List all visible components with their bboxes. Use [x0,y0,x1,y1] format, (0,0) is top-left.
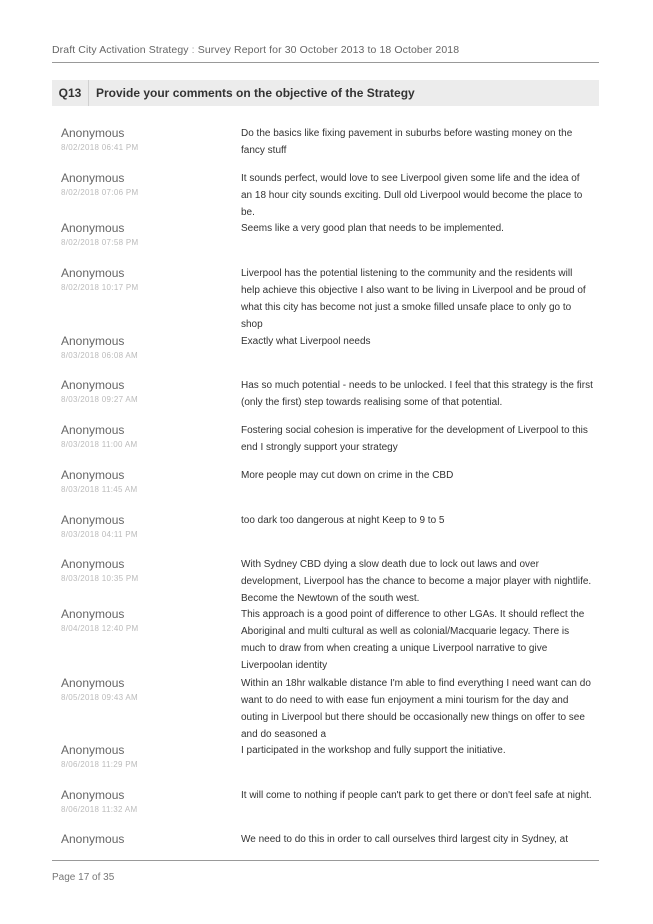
response-timestamp: 8/02/2018 07:58 PM [61,238,139,247]
report-subtitle: Survey Report for 30 October 2013 to 18 October 2018 [197,44,460,56]
respondent-name: Anonymous [61,334,125,348]
respondent-name: Anonymous [61,266,125,280]
report-title: Draft City Activation Strategy [52,44,189,56]
response-timestamp: 8/06/2018 11:32 AM [61,805,138,814]
page-number: Page 17 of 35 [52,872,115,883]
response-timestamp: 8/03/2018 10:35 PM [61,574,139,583]
respondent-name: Anonymous [61,378,125,392]
respondent-name: Anonymous [61,468,125,482]
respondent-name: Anonymous [61,788,125,802]
respondent-name: Anonymous [61,676,125,690]
response-comment: Fostering social cohesion is imperative for the development of Liverpool to this end I strongly support your strategy [241,425,588,453]
question-bar [52,80,599,106]
response-comment: Seems like a very good plan that needs to be implemented. [241,223,504,234]
response-timestamp: 8/03/2018 11:45 AM [61,485,138,494]
question-number: Q13 [52,80,89,106]
response-timestamp: 8/03/2018 11:00 AM [61,440,138,449]
header-rule [52,62,599,63]
response-timestamp: 8/03/2018 09:27 AM [61,395,139,404]
respondent-name: Anonymous [61,607,125,621]
response-comment: Exactly what Liverpool needs [241,336,371,347]
response-timestamp: 8/06/2018 11:29 PM [61,760,138,769]
response-comment: Within an 18hr walkable distance I'm able to find everything I need want can do want to do need to with ease fun enjoyment a mini tourism for the day and outing in Liverpool but there should be occasionally new things on offer to see and do seasoned a [241,678,591,740]
respondent-name: Anonymous [61,126,125,140]
response-timestamp: 8/02/2018 07:06 PM [61,188,139,197]
response-timestamp: 8/02/2018 06:41 PM [61,143,139,152]
response-comment: It sounds perfect, would love to see Liverpool given some life and the idea of an 18 hour city sounds exciting. Dull old Liverpool would become the place to be. [241,173,583,218]
response-timestamp: 8/03/2018 04:11 PM [61,530,138,539]
response-comment: I participated in the workshop and fully support the initiative. [241,745,506,756]
report-header [52,44,598,56]
respondent-name: Anonymous [61,743,125,757]
respondent-name: Anonymous [61,832,125,846]
response-comment: too dark too dangerous at night Keep to 9 to 5 [241,515,445,526]
respondent-name: Anonymous [61,171,125,185]
response-comment: Liverpool has the potential listening to the community and the residents will help achieve this objective I also want to be living in Liverpool and be proud of what this city has become not just a smoke filled unsafe place to only go to shop [241,268,586,330]
response-comment: We need to do this in order to call ourselves third largest city in Sydney, at [241,834,569,845]
response-comment: With Sydney CBD dying a slow death due to lock out laws and over development, Liverpool has the chance to become a major player with nightlife. Become the Newtown of the south west. [241,559,592,604]
response-timestamp: 8/05/2018 09:43 AM [61,693,139,702]
respondent-name: Anonymous [61,513,125,527]
respondent-name: Anonymous [61,557,125,571]
respondent-name: Anonymous [61,423,125,437]
response-comment: This approach is a good point of difference to other LGAs. It should reflect the Aboriginal and multi cultural as well as colonial/Macquarie legacy. There is much to draw from when creating a unique Liverpool narrative to give Liverpoolan identity [241,609,585,671]
response-comment: It will come to nothing if people can't park to get there or don't feel safe at night. [241,790,592,801]
response-comment: More people may cut down on crime in the CBD [241,470,454,481]
footer-rule [52,860,599,861]
response-timestamp: 8/03/2018 06:08 AM [61,351,139,360]
response-timestamp: 8/02/2018 10:17 PM [61,283,139,292]
respondent-name: Anonymous [61,221,125,235]
response-timestamp: 8/04/2018 12:40 PM [61,624,139,633]
response-comment: Do the basics like fixing pavement in suburbs before wasting money on the fancy stuff [241,128,573,156]
response-comment: Has so much potential - needs to be unlocked. I feel that this strategy is the first (only the first) step towards realising some of that potential. [241,380,593,408]
question-text: Provide your comments on the objective of the Strategy [96,86,415,100]
header-separator: : [191,44,195,56]
